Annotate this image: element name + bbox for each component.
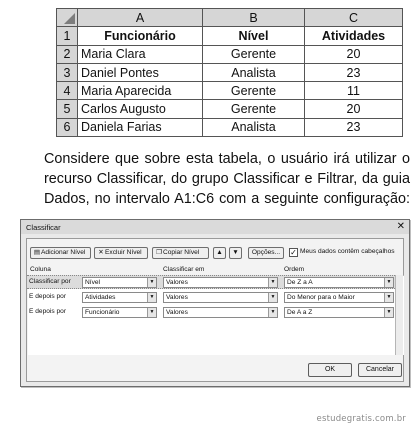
column-select-value: Nível xyxy=(85,279,101,286)
column-header-row xyxy=(57,9,403,27)
sort-on-value: Valores xyxy=(166,279,188,286)
dropdown-arrow-icon: ▼ xyxy=(384,293,393,302)
cell-b1[interactable]: Nível xyxy=(203,27,305,45)
column-header-classificar-em: Classificar em xyxy=(163,266,205,273)
arrow-up-icon: ▲ xyxy=(216,249,223,256)
cell-a2[interactable]: Maria Clara xyxy=(78,45,203,63)
paragraph-line: recurso Classificar, do grupo Classificar e Filtrar, da guia xyxy=(44,171,410,187)
sort-on-select[interactable] xyxy=(163,292,278,303)
dialog-title-bar xyxy=(21,220,409,234)
copy-level-label: Copiar Nível xyxy=(163,249,200,256)
close-icon[interactable]: ✕ xyxy=(396,221,405,232)
question-paragraph xyxy=(44,149,410,209)
dropdown-arrow-icon: ▼ xyxy=(384,278,393,287)
cell-c6[interactable]: 23 xyxy=(305,118,403,136)
spreadsheet-table xyxy=(56,8,403,137)
column-header-coluna: Coluna xyxy=(30,266,51,273)
sort-on-select[interactable] xyxy=(163,307,278,318)
dialog-title: Classificar xyxy=(26,223,61,232)
order-select[interactable] xyxy=(284,307,394,318)
ok-button[interactable]: OK xyxy=(308,363,352,377)
row-header[interactable]: 5 xyxy=(57,100,78,118)
level-label: Classificar por xyxy=(29,278,71,285)
table-row xyxy=(57,118,403,136)
column-header-a[interactable]: A xyxy=(78,9,203,27)
cell-a3[interactable]: Daniel Pontes xyxy=(78,63,203,81)
column-header-b[interactable]: B xyxy=(203,9,305,27)
cell-c1[interactable]: Atividades xyxy=(305,27,403,45)
cell-c2[interactable]: 20 xyxy=(305,45,403,63)
cell-b6[interactable]: Analista xyxy=(203,118,305,136)
row-header[interactable]: 6 xyxy=(57,118,78,136)
cell-a6[interactable]: Daniela Farias xyxy=(78,118,203,136)
levels-scrollbar[interactable] xyxy=(395,275,403,355)
column-select[interactable] xyxy=(82,277,157,288)
sort-dialog xyxy=(20,219,410,387)
move-up-button[interactable] xyxy=(213,247,226,259)
delete-x-icon: ✕ xyxy=(98,249,104,256)
dropdown-arrow-icon: ▼ xyxy=(147,278,156,287)
delete-level-label: Excluir Nível xyxy=(105,249,142,256)
order-value: De A a Z xyxy=(287,309,313,316)
column-header-c[interactable]: C xyxy=(305,9,403,27)
column-select-value: Atividades xyxy=(85,294,116,301)
options-label: Opções... xyxy=(251,249,281,256)
column-select-value: Funcionário xyxy=(85,309,120,316)
select-all-corner[interactable] xyxy=(57,9,78,27)
cell-b4[interactable]: Gerente xyxy=(203,82,305,100)
cancel-button[interactable]: Cancelar xyxy=(358,363,402,377)
dropdown-arrow-icon: ▼ xyxy=(147,308,156,317)
table-row xyxy=(57,27,403,45)
arrow-down-icon: ▼ xyxy=(232,249,239,256)
add-level-label: Adicionar Nível xyxy=(41,249,86,256)
table-row xyxy=(57,63,403,81)
add-level-button[interactable] xyxy=(30,247,91,259)
row-header[interactable]: 4 xyxy=(57,82,78,100)
dropdown-arrow-icon: ▼ xyxy=(268,308,277,317)
sort-on-value: Valores xyxy=(166,309,188,316)
dropdown-arrow-icon: ▼ xyxy=(268,278,277,287)
cell-a1[interactable]: Funcionário xyxy=(78,27,203,45)
row-header[interactable]: 1 xyxy=(57,27,78,45)
cell-b2[interactable]: Gerente xyxy=(203,45,305,63)
dialog-body xyxy=(26,238,404,382)
order-select[interactable] xyxy=(284,277,394,288)
row-header[interactable]: 3 xyxy=(57,63,78,81)
copy-level-button[interactable] xyxy=(152,247,209,259)
dropdown-arrow-icon: ▼ xyxy=(147,293,156,302)
delete-level-button[interactable] xyxy=(94,247,148,259)
move-down-button[interactable] xyxy=(229,247,242,259)
level-label: E depois por xyxy=(29,293,67,300)
headers-checkbox[interactable]: ✓ xyxy=(290,248,297,257)
cell-a5[interactable]: Carlos Augusto xyxy=(78,100,203,118)
watermark: estudegratis.com.br xyxy=(316,414,406,424)
order-value: De Z a A xyxy=(287,279,313,286)
headers-checkbox-label: Meus dados contêm cabeçalhos xyxy=(300,248,395,255)
level-label: E depois por xyxy=(29,308,67,315)
cell-b5[interactable]: Gerente xyxy=(203,100,305,118)
add-level-icon: ▤ xyxy=(33,249,41,256)
column-select[interactable] xyxy=(82,292,157,303)
order-value: Do Menor para o Maior xyxy=(287,294,355,301)
sort-on-value: Valores xyxy=(166,294,188,301)
dropdown-arrow-icon: ▼ xyxy=(384,308,393,317)
options-button[interactable] xyxy=(248,247,284,259)
cell-c5[interactable]: 20 xyxy=(305,100,403,118)
order-select[interactable] xyxy=(284,292,394,303)
paragraph-line: Considere que sobre esta tabela, o usuário irá utilizar o xyxy=(44,151,410,167)
column-header-ordem: Ordem xyxy=(284,266,305,273)
cell-c3[interactable]: 23 xyxy=(305,63,403,81)
column-select[interactable] xyxy=(82,307,157,318)
cell-c4[interactable]: 11 xyxy=(305,82,403,100)
paragraph-line: Dados, no intervalo A1:C6 com a seguinte configuração: xyxy=(44,191,410,207)
sort-on-select[interactable] xyxy=(163,277,278,288)
cell-a4[interactable]: Maria Aparecida xyxy=(78,82,203,100)
table-row xyxy=(57,82,403,100)
dropdown-arrow-icon: ▼ xyxy=(268,293,277,302)
cell-b3[interactable]: Analista xyxy=(203,63,305,81)
row-header[interactable]: 2 xyxy=(57,45,78,63)
table-row xyxy=(57,100,403,118)
copy-icon: ❐ xyxy=(156,249,162,256)
table-row xyxy=(57,45,403,63)
